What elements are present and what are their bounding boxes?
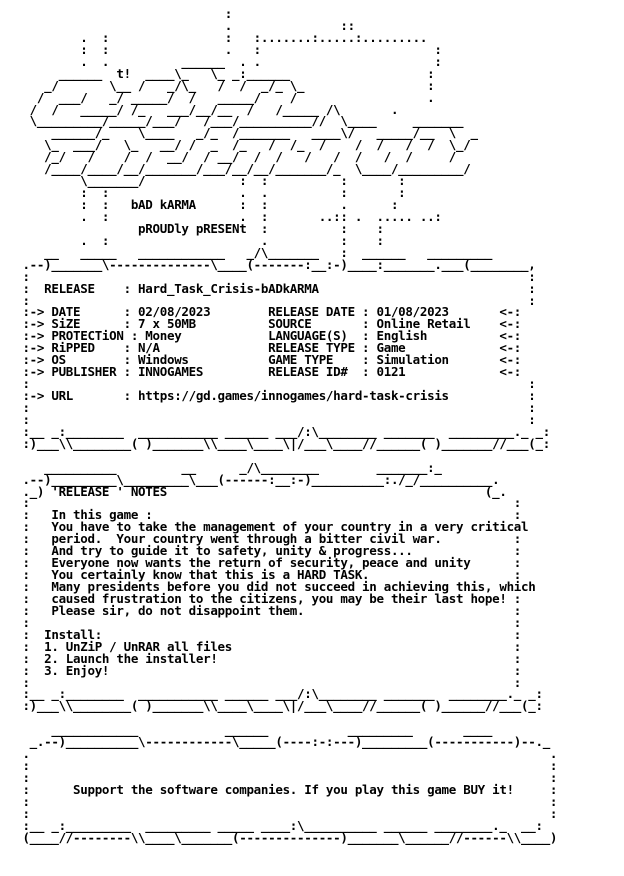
nfo-line: .--)_______\--------------\____(-------:__:-)____:_______.___(________,	[8, 256, 536, 272]
nfo-line: . : . : :	[8, 232, 384, 248]
nfo-line: : :	[8, 399, 536, 415]
nfo-line: :)___\\________( )_______\\____\____\|/___\____//______( )_______//___(_:	[8, 435, 550, 451]
nfo-line: :	[8, 6, 232, 21]
nfo-line: : : . . : :	[8, 185, 406, 201]
nfo-line: . ::	[8, 17, 355, 33]
nfo-line: .--)_________\_________\___(------:__:-)__________:./_/__________.	[8, 471, 500, 487]
nfo-line: : In this game : :	[8, 507, 522, 523]
nfo-line: /____/____/__/_______/___/__/__/_______/_ \____/_________/	[8, 161, 471, 177]
nfo-line: : :	[8, 495, 522, 511]
nfo-line: \_______/ : : : :	[8, 173, 406, 189]
nfo-line: : 1. UnZiP / UnRAR all files :	[8, 638, 522, 654]
nfo-line: :-> DATE : 02/08/2023 RELEASE DATE : 01/08/2023 <-:	[8, 304, 522, 320]
nfo-line: \_________/_____/___/ /___/__________// \____ _______	[8, 113, 464, 129]
nfo-line: :__ _:________ ___________ ______ ___/:\________ _______ ________._ _:	[8, 686, 543, 702]
nfo-line: __ _____ ____________ _/\_______ : ______ _________	[8, 244, 493, 260]
nfo-line: : : . : :	[8, 41, 442, 57]
nfo-line: : Install: :	[8, 626, 522, 642]
nfo-line: :__ _:_________ _________ _____ ____:\__________ ______ ________._ __:	[8, 817, 543, 833]
nfo-line: :-> PUBLISHER : INNOGAMES RELEASE ID# : 0121 <-:	[8, 364, 522, 380]
nfo-line: . . ______ . . :	[8, 53, 442, 69]
nfo-line: :-> URL : https://gd.games/innogames/hard-task-crisis :	[8, 388, 536, 403]
nfo-line: / / _____/ /_ ___/__/__ / /_____ /\ .	[8, 101, 399, 117]
nfo-line: : You certainly know that this is a HARD TASK. :	[8, 567, 522, 583]
nfo-line: : :	[8, 292, 536, 308]
nfo-line: : : bAD kARMA : : . :	[8, 197, 399, 212]
nfo-line: ______/_ \____ _/_ /_______ ____\/ _____/__ \ _	[8, 125, 478, 141]
nfo-line: :-> SiZE : 7 x 50MB SOURCE : Online Retail <-:	[8, 316, 522, 332]
nfo-line: / ___/ _/ _____/ / _____/ / .	[8, 89, 435, 105]
nfo-line: :-> OS : Windows GAME TYPE : Simulation <-:	[8, 352, 522, 368]
nfo-line: : :	[8, 674, 522, 690]
nfo-line: . .	[8, 746, 558, 762]
nfo-line: : :	[8, 411, 536, 427]
nfo-line: : And try to guide it to safety, unity & progress... :	[8, 543, 522, 559]
nfo-line: : period. Your country went through a bitter civil war. :	[8, 531, 522, 547]
nfo-line: : RELEASE : Hard_Task_Crisis-bADkARMA :	[8, 280, 536, 296]
nfo-line: \_ ___/ \_ __/ / _ /_ / /_ / / / / / \_/	[8, 137, 471, 153]
nfo-line: : :	[8, 758, 558, 774]
nfo-line: : Support the software companies. If you play this game BUY it! :	[8, 781, 558, 797]
nfo-line: __________ __ _/\________ _______:_	[8, 459, 442, 475]
nfo-text	[8, 8, 557, 844]
nfo-line: :__ _:________ ___________ ______ ___/:\________ _______ _________._ _:	[8, 423, 550, 439]
nfo-line: . : : :.......:.....:.........	[8, 29, 428, 45]
nfo-line: ____________ ______ _________ ____	[8, 722, 493, 738]
nfo-line: /_/ / / / __/ / __/ / / / / / / / /	[8, 149, 456, 165]
nfo-line: :-> PROTECTiON : Money LANGUAGE(S) : English <-:	[8, 328, 522, 344]
nfo-line: pROUDly pRESENt : : :	[8, 220, 384, 236]
nfo-line: : caused frustration to the citizens, you may be their last hope! :	[8, 590, 522, 606]
nfo-line: : Many presidents before you did not succeed in achieving this, which	[8, 579, 536, 594]
nfo-line: (____//--------\\____\_______(--------------)_______\______//------\\____)	[8, 829, 558, 845]
nfo-line: _.--)__________\------------\_____(----:-:---)_________(-----------)--._	[8, 734, 550, 750]
nfo-line: : 3. Enjoy! :	[8, 662, 522, 678]
nfo-line: . : . : ..:: . ..... ..:	[8, 208, 442, 224]
nfo-line: : Everyone now wants the return of security, peace and unity :	[8, 555, 522, 571]
nfo-line: ______ t! ____\_ \_ _:______ :	[8, 65, 435, 81]
nfo-line: : :	[8, 376, 536, 392]
nfo-line: _/ \__ / _/\_ / / _/_ \_ :	[8, 77, 435, 93]
nfo-line: : You have to take the management of your country in a very critical	[8, 519, 529, 535]
nfo-line: :)___\\________( )_______\\____\____\|/___\____//______( )______//___(_:	[8, 698, 543, 714]
nfo-line: : :	[8, 805, 558, 821]
nfo-line: : :	[8, 268, 536, 284]
nfo-line: ._) 'RELEASE ' NOTES (_.	[8, 483, 507, 499]
nfo-line: :-> RiPPED : N/A RELEASE TYPE : Game <-:	[8, 340, 522, 356]
nfo-line: : :	[8, 770, 558, 785]
nfo-line: : 2. Launch the installer! :	[8, 650, 522, 666]
nfo-line: : :	[8, 614, 522, 630]
nfo-line: : Please sir, do not disappoint them. :	[8, 602, 522, 618]
nfo-line: : :	[8, 793, 558, 809]
